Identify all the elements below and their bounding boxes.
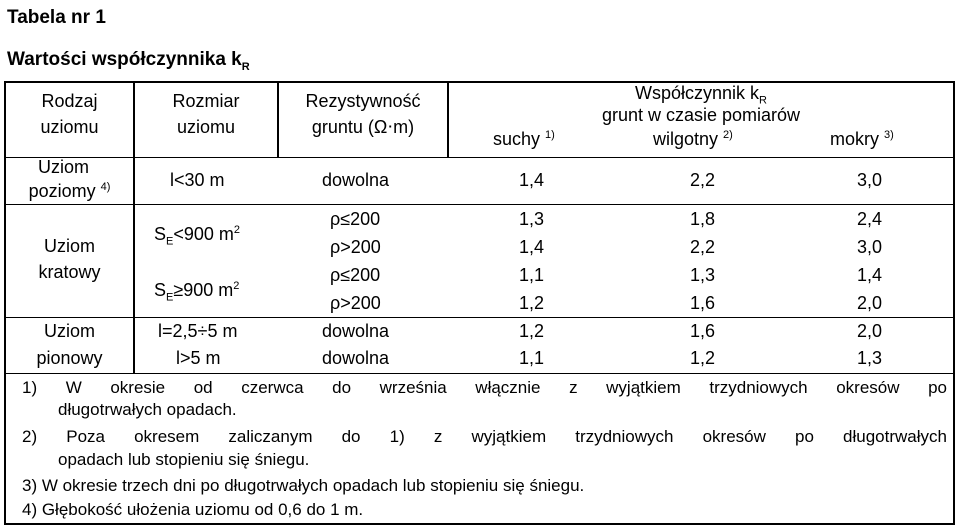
row-kratowy-size-small: $S_E<900$ $m^2$ (154, 224, 241, 248)
row-pionowy-type-line1: Uziom (43, 321, 95, 341)
row-poziomy-type-line1: Uziom (37, 157, 89, 177)
row-kratowy-4-suchy: 1,2 (519, 293, 545, 313)
row-kratowy-resistivity-3: ρ≤200 (330, 265, 381, 285)
header-wilgotny: wilgotny $^{2)}$ (653, 129, 733, 149)
footnote-1-line2: długotrwałych opadach. (58, 400, 237, 419)
row-pionowy-type-line2: pionowy (36, 348, 103, 368)
row-kratowy-2-wilgotny: 2,2 (690, 237, 716, 257)
row-pionowy-1-wilgotny: 1,6 (690, 321, 716, 341)
row-kratowy-4-wilgotny: 1,6 (690, 293, 716, 313)
footnote-1-line1: 1) W okresie od czerwca do września włącznie z wyjątkiem trzydniowych okresów po (22, 378, 947, 397)
omega-symbol: Ω (373, 117, 388, 137)
row-pionowy-1-suchy: 1,2 (519, 321, 545, 341)
row-kratowy-1-suchy: 1,3 (519, 209, 545, 229)
header-resistivity-line1: Rezystywność (305, 91, 421, 111)
row-pionowy-1-mokry: 2,0 (857, 321, 883, 341)
row-kratowy-3-mokry: 1,4 (857, 265, 883, 285)
row-kratowy-resistivity-4: ρ>200 (330, 293, 381, 313)
header-coefficient: Współczynnik $k_R$ (635, 83, 767, 107)
row-poziomy-wilgotny: 2,2 (690, 170, 716, 190)
footnote-4: 4) Głębokość ułożenia uziomu od 0,6 do 1 m. (22, 500, 364, 519)
footnote-3: 3) W okresie trzech dni po długotrwałych opadach lub stopieniu się śniegu. (22, 476, 585, 495)
row-kratowy-resistivity-2: ρ>200 (330, 237, 381, 257)
row-kratowy-size-large: $S_E\ge 900$ $m^2$ (154, 280, 240, 304)
table-subtitle (7, 49, 250, 73)
header-resistivity-line2: gruntu (Ω⋅m) (311, 117, 415, 137)
table-title: Tabela nr 1 (7, 7, 106, 28)
row-pionowy-2-mokry: 1,3 (857, 348, 883, 368)
header-mokry: mokry $^{3)}$ (830, 129, 894, 149)
row-pionowy-2-suchy: 1,1 (519, 348, 545, 368)
row-poziomy-mokry: 3,0 (857, 170, 883, 190)
row-kratowy-2-suchy: 1,4 (519, 237, 545, 257)
row-kratowy-4-mokry: 2,0 (857, 293, 883, 313)
row-poziomy-size: l<30 m (170, 170, 225, 190)
header-size-line1: Rozmiar (172, 91, 240, 111)
row-poziomy-resistivity: dowolna (322, 170, 390, 190)
row-kratowy-type-line1: Uziom (43, 236, 95, 256)
row-pionowy-resistivity-2: dowolna (322, 348, 390, 368)
row-pionowy-size-1: l=2,5÷5 m (158, 321, 238, 341)
footnote-2-line2: opadach lub stopieniu się śniegu. (58, 450, 310, 469)
row-pionowy-size-2: l>5 m (176, 348, 221, 368)
row-pionowy-2-wilgotny: 1,2 (690, 348, 716, 368)
row-poziomy-suchy: 1,4 (519, 170, 545, 190)
header-type-line1: Rodzaj (41, 91, 98, 111)
header-type-line2: uziomu (40, 117, 99, 137)
row-kratowy-3-suchy: 1,1 (519, 265, 545, 285)
row-kratowy-2-mokry: 3,0 (857, 237, 883, 257)
row-kratowy-1-wilgotny: 1,8 (690, 209, 716, 229)
header-suchy: suchy $^{1)}$ (493, 129, 555, 149)
subtitle-subscript: R (241, 60, 250, 73)
footnote-2-line1: 2) Poza okresem zaliczanym do 1) z wyjątkiem trzydniowych okresów po długotrwałych (22, 427, 947, 446)
row-kratowy-resistivity-1: ρ≤200 (330, 209, 381, 229)
header-ground-condition: grunt w czasie pomiarów (601, 105, 801, 125)
header-size-line2: uziomu (176, 117, 236, 137)
subtitle-text: Wartości współczynnika k (7, 49, 242, 70)
row-kratowy-3-wilgotny: 1,3 (690, 265, 716, 285)
row-poziomy-type-line2: poziomy $^{4)}$ (28, 181, 111, 201)
row-pionowy-resistivity-1: dowolna (322, 321, 390, 341)
row-kratowy-type-line2: kratowy (38, 262, 101, 282)
row-kratowy-1-mokry: 2,4 (857, 209, 883, 229)
